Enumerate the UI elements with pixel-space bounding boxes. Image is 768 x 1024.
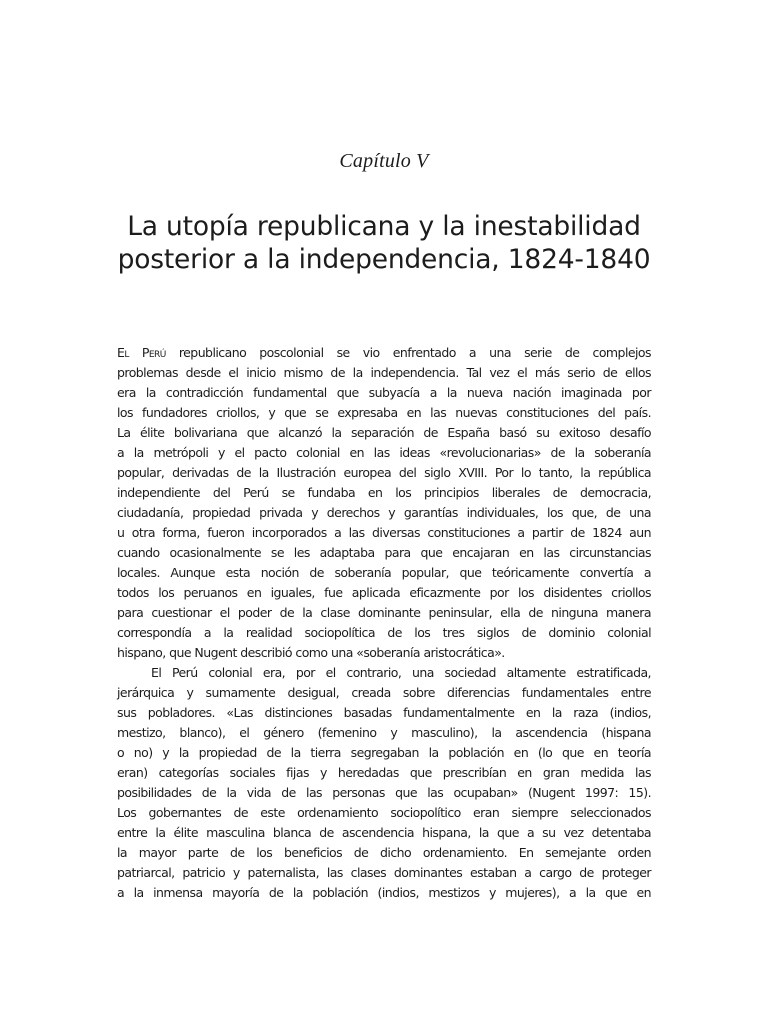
body-line: jerárquica y sumamente desigual, creada sobre diferencias fundamentales entre — [117, 685, 651, 700]
lead-smallcaps: El Perú — [117, 345, 166, 360]
body-line: mestizo, blanco), el género (femenino y masculino), la ascendencia (hispana — [117, 725, 651, 740]
body-line: todos los peruanos en iguales, fue aplicada eficazmente por los disidentes criollos — [117, 585, 651, 600]
body-line: o no) y la propiedad de la tierra segregaban la población en (lo que en teoría — [117, 745, 651, 760]
body-line: La élite bolivariana que alcanzó la separación de España basó su exitoso desafío — [117, 425, 651, 440]
body-line: popular, derivadas de la Ilustración europea del siglo XVIII. Por lo tanto, la república — [117, 465, 651, 480]
body-line: sus pobladores. «Las distinciones basadas fundamentalmente en la raza (indios, — [117, 705, 651, 720]
body-line: eran) categorías sociales fijas y heredadas que prescribían en gran medida las — [117, 765, 651, 780]
body-line: la mayor parte de los beneficios de dicho ordenamiento. En semejante orden — [117, 845, 651, 860]
chapter-title-line-1: La utopía republicana y la inestabilidad — [127, 211, 641, 242]
body-line: independiente del Perú se fundaba en los principios liberales de democracia, — [117, 485, 651, 500]
body-line: cuando ocasionalmente se les adaptaba para que encajaran en las circunstancias — [117, 545, 651, 560]
chapter-label: Capítulo V — [339, 150, 429, 172]
body-line: u otra forma, fueron incorporados a las diversas constituciones a partir de 1824 aun — [117, 525, 651, 540]
body-line: era la contradicción fundamental que subyacía a la nueva nación imaginada por — [117, 385, 651, 400]
body-line: correspondía a la realidad sociopolítica de los tres siglos de dominio colonial — [117, 625, 651, 640]
body-line: a la metrópoli y el pacto colonial en las ideas «revolucionarias» de la soberanía — [117, 445, 651, 460]
body-line: Los gobernantes de este ordenamiento sociopolítico eran siempre seleccionados — [117, 805, 651, 820]
body-line: los fundadores criollos, y que se expresaba en las nuevas constituciones del país. — [117, 405, 651, 420]
body-line: hispano, que Nugent describió como una «soberanía aristocrática». — [117, 645, 505, 660]
chapter-title-line-2: posterior a la independencia, 1824-1840 — [117, 244, 651, 275]
body-line: El Perú republicano poscolonial se vio enfrentado a una serie de complejos — [117, 345, 651, 360]
body-line: ciudadanía, propiedad privada y derechos y garantías individuales, los que, de una — [117, 505, 651, 520]
body-line: problemas desde el inicio mismo de la independencia. Tal vez el más serio de ellos — [117, 365, 651, 380]
body-line: El Perú colonial era, por el contrario, una sociedad altamente estratificada, — [151, 665, 651, 680]
body-line: locales. Aunque esta noción de soberanía popular, que teóricamente convertía a — [117, 565, 651, 580]
body-text — [117, 343, 651, 903]
body-line: posibilidades de la vida de las personas que las ocupaban» (Nugent 1997: 15). — [117, 785, 651, 800]
body-line: patriarcal, patricio y paternalista, las clases dominantes estaban a cargo de proteger — [117, 865, 651, 880]
body-line: para cuestionar el poder de la clase dominante peninsular, ella de ninguna manera — [117, 605, 651, 620]
body-line: entre la élite masculina blanca de ascendencia hispana, la que a su vez detentaba — [117, 825, 651, 840]
body-line: a la inmensa mayoría de la población (indios, mestizos y mujeres), a la que en — [117, 885, 651, 900]
chapter-title — [110, 210, 658, 276]
